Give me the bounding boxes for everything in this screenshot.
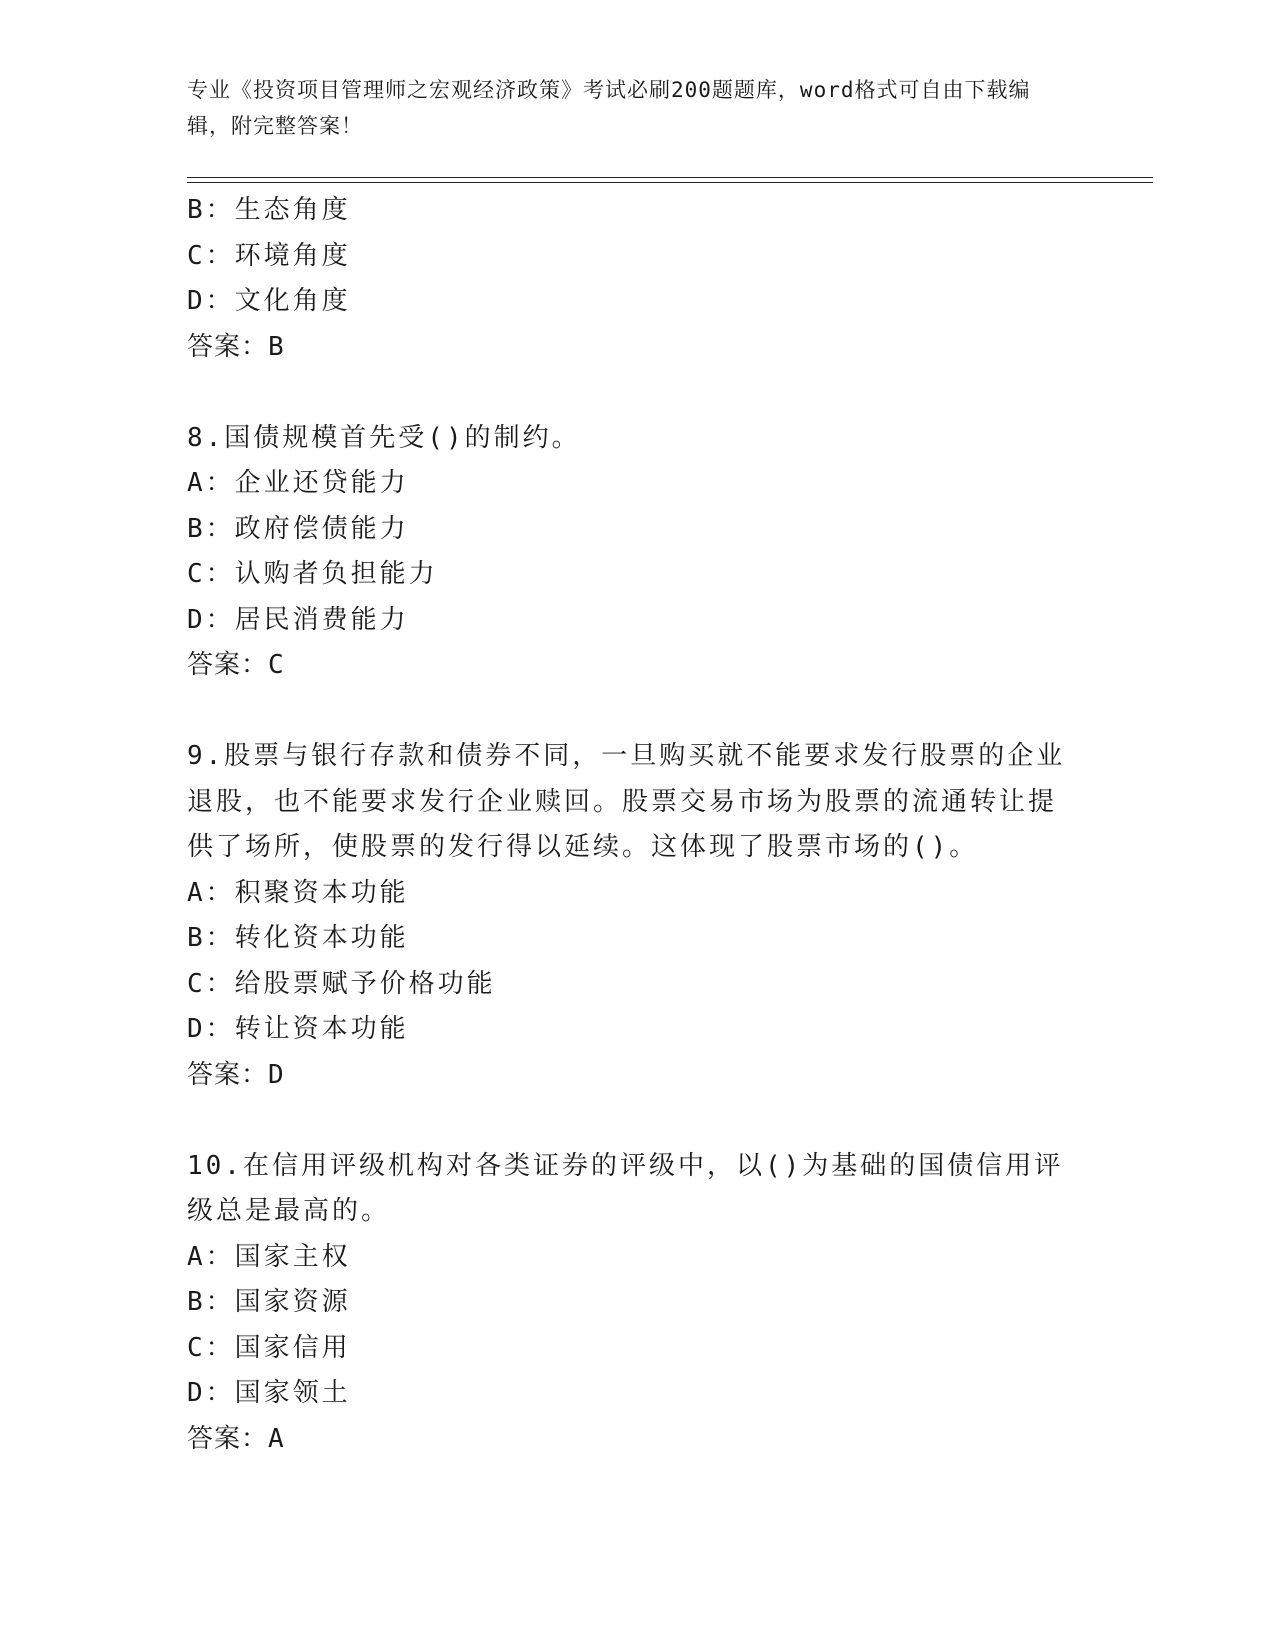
question-text: 8.国债规模首先受()的制约。: [187, 422, 581, 453]
spacer: [187, 1098, 1087, 1144]
option-a: A：企业还贷能力: [187, 468, 409, 498]
option-d: D：国家领土: [187, 1378, 351, 1408]
answer-line: 答案：C: [187, 650, 285, 680]
answer-line: 答案：B: [187, 331, 285, 362]
answer-line: 答案：A: [187, 1423, 285, 1454]
option-b: B：政府偿债能力: [187, 513, 409, 544]
document-header: 专业《投资项目管理师之宏观经济政策》考试必刷200题题库，word格式可自由下载编辑，附完整答案！: [187, 78, 1031, 138]
spacer: [187, 370, 1087, 416]
option-b: B：国家资源: [187, 1287, 351, 1317]
option-c: C：认购者负担能力: [187, 559, 438, 589]
option-b: B：生态角度: [187, 195, 351, 225]
question-block: [187, 734, 1087, 1098]
header-rule-top: [187, 177, 1153, 178]
option-a: A：国家主权: [187, 1241, 351, 1272]
option-d: D：文化角度: [187, 286, 351, 316]
option-d: D：居民消费能力: [187, 604, 409, 635]
document-body: [187, 188, 1087, 1462]
question-text: 9.股票与银行存款和债券不同，一旦购买就不能要求发行股票的企业退股，也不能要求发行企业赎回。股票交易市场为股票的流通转让提供了场所，使股票的发行得以延续。这体现了股票市场的()。: [187, 741, 1066, 862]
question-block: [187, 416, 1087, 689]
option-c: C：国家信用: [187, 1332, 351, 1363]
question-block: [187, 188, 1087, 370]
question-block: [187, 1144, 1087, 1463]
option-b: B：转化资本功能: [187, 923, 409, 953]
option-c: C：给股票赋予价格功能: [187, 968, 496, 999]
option-c: C：环境角度: [187, 240, 351, 271]
spacer: [187, 689, 1087, 735]
question-text: 10.在信用评级机构对各类证券的评级中，以()为基础的国债信用评级总是最高的。: [187, 1150, 1064, 1226]
option-d: D：转让资本功能: [187, 1014, 409, 1044]
header-rule-bottom: [187, 182, 1153, 183]
answer-line: 答案：D: [187, 1059, 285, 1090]
option-a: A：积聚资本功能: [187, 877, 409, 908]
